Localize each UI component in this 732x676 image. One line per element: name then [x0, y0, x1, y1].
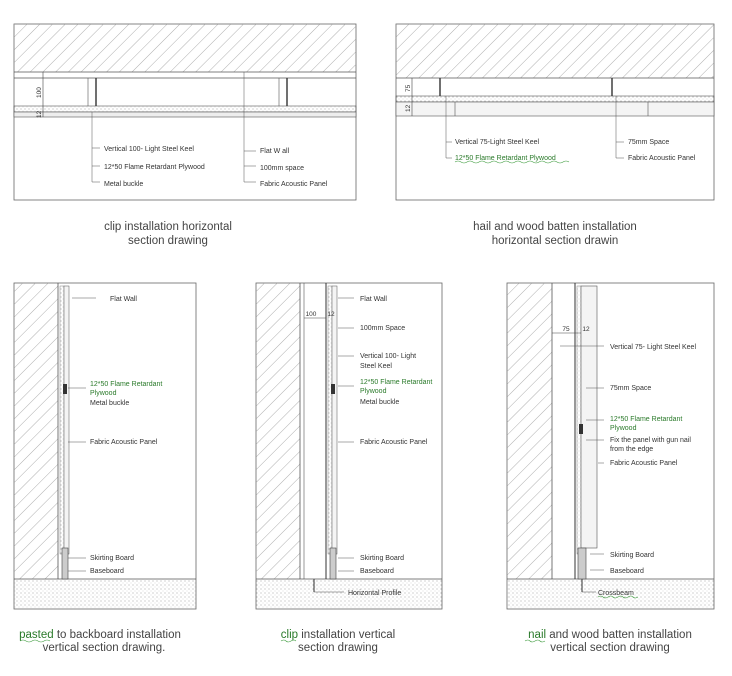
dim-75: 75: [405, 84, 412, 92]
caption-line-1: pasted to backboard installation: [19, 629, 181, 641]
label-plywood-2: Plywood: [90, 390, 117, 397]
panel-strip: [14, 112, 356, 117]
label-panel: Fabric Acoustic Panel: [360, 439, 428, 446]
nail-horizontal-drawing: [396, 24, 714, 247]
wall-hatch: [396, 24, 714, 78]
clip-horizontal-drawing: [14, 24, 356, 247]
label-bottom: Crossbeam: [598, 590, 634, 597]
dim-12: 12: [327, 311, 335, 318]
label-profile: Horizontal Profile: [348, 590, 402, 597]
label-plywood-1: 12*50 Flame Retardant: [90, 381, 163, 388]
label-keel-1: Vertical 100- Light: [360, 353, 417, 360]
label-flat-wall: Flat Wall: [110, 296, 137, 303]
label-panel: Fabric Acoustic Panel: [260, 181, 328, 188]
label-metal-buckle: Metal buckle: [90, 400, 130, 407]
clip-vertical-drawing: [256, 283, 442, 654]
nail-vertical-drawing: [507, 283, 714, 654]
dim-12: 12: [582, 326, 590, 333]
label-space: 75mm Space: [628, 139, 670, 146]
dim-12: 12: [36, 110, 43, 118]
label-skirting: Skirting Board: [90, 555, 134, 562]
label-keel: Vertical 75-Light Steel Keel: [455, 139, 540, 146]
caption-line-2: section drawing: [128, 235, 208, 247]
label-baseboard: Baseboard: [90, 568, 124, 575]
label-plywood-2: Plywood: [610, 425, 637, 432]
floor: [14, 579, 196, 609]
label-plywood-2: Plywood: [360, 388, 387, 395]
dim-12: 12: [405, 104, 412, 112]
label-panel: Fabric Acoustic Panel: [628, 155, 696, 162]
label-plywood-1: 12*50 Flame Retardant: [610, 416, 683, 423]
label-panel: Fabric Acoustic Panel: [90, 439, 158, 446]
label-metal-buckle: Metal buckle: [104, 181, 144, 188]
dim-75: 75: [562, 326, 570, 333]
label-space: 100mm Space: [360, 325, 406, 332]
dim-100: 100: [305, 311, 317, 318]
label-keel: Vertical 75- Light Steel Keel: [610, 344, 696, 351]
caption-line-2: vertical section drawing: [550, 642, 670, 654]
label-fix-1: Fix the panel with gun nail: [610, 437, 691, 444]
caption-line-1: hail and wood batten installation: [473, 221, 637, 233]
caption-line-1: clip installation vertical: [280, 629, 396, 641]
wall-hatch: [14, 24, 356, 72]
label-space: 100mm space: [260, 165, 304, 172]
caption-line-2: vertical section drawing.: [42, 642, 166, 654]
label-baseboard: Baseboard: [360, 568, 394, 575]
panel-strip: [396, 102, 714, 116]
plywood-strip: [14, 106, 356, 112]
label-metal-buckle: Metal buckle: [360, 399, 400, 406]
pasted-vertical-drawing: [14, 283, 196, 654]
label-plywood: 12*50 Flame Retardant Plywood: [104, 164, 205, 171]
caption-line-1: clip installation horizontal: [104, 221, 232, 233]
label-flat-wall: Flat W all: [260, 148, 290, 155]
caption-line-2: section drawing: [298, 642, 378, 654]
skirting: [62, 548, 68, 579]
caption-line-1: nail and wood batten installation: [528, 629, 692, 641]
label-plywood: 12*50 Flame Retardant Plywood: [455, 155, 556, 162]
label-keel-2: Steel Keel: [360, 363, 392, 370]
label-panel: Fabric Acoustic Panel: [610, 460, 678, 467]
wall-hatch: [14, 283, 58, 579]
label-fix-2: from the edge: [610, 446, 654, 453]
label-baseboard: Baseboard: [610, 568, 644, 575]
label-flat-wall: Flat Wall: [360, 296, 387, 303]
label-skirting: Skirting Board: [360, 555, 404, 562]
label-skirting: Skirting Board: [610, 552, 654, 559]
caption-line-2: horizontal section drawin: [491, 235, 619, 247]
label-keel: Vertical 100- Light Steel Keel: [104, 146, 194, 153]
dim-100: 100: [36, 87, 43, 98]
label-plywood-1: 12*50 Flame Retardant: [360, 379, 433, 386]
label-space: 75mm Space: [610, 385, 652, 392]
